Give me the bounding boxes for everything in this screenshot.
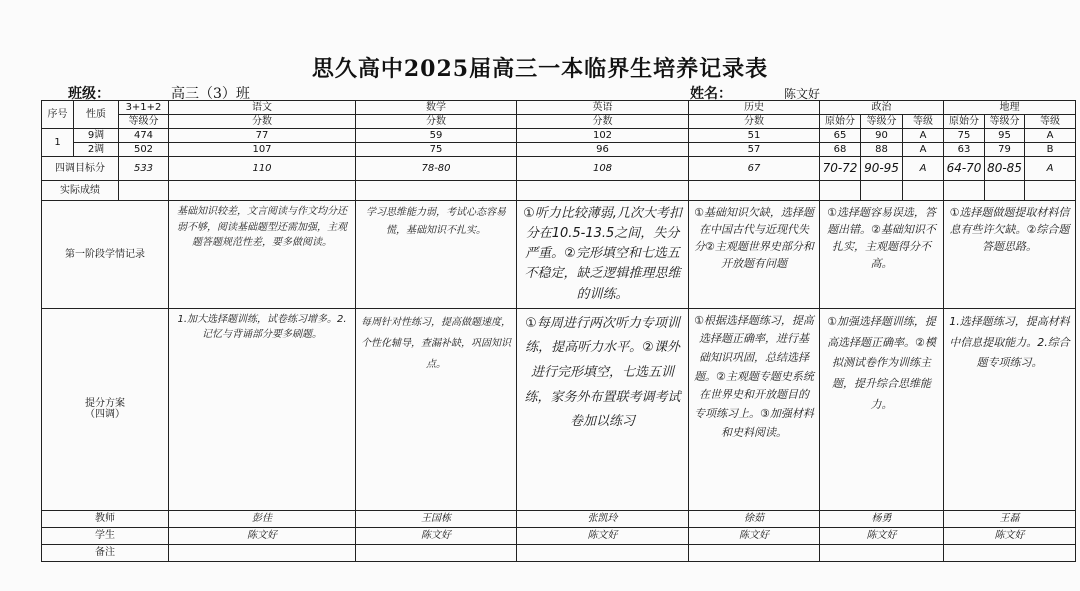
target-english: 108 <box>517 157 689 181</box>
target-pol-gs: 90-95 <box>861 157 903 181</box>
hdr-math-score: 分数 <box>356 115 517 129</box>
class-value: 高三（3）班 <box>171 86 250 102</box>
cell-total: 502 <box>119 143 169 157</box>
class-label: 班级： <box>68 86 110 102</box>
hdr-english-score: 分数 <box>517 115 689 129</box>
stage1-politics: ①选择题容易误选，答题出错。②基础知识不扎实，主观题得分不高。 <box>820 201 944 309</box>
hdr-geography: 地理 <box>944 101 1076 115</box>
teacher-sig-politics: 杨勇 <box>820 510 944 527</box>
hdr-pol-raw: 原始分 <box>820 115 861 129</box>
hdr-total: 3+1+2 <box>119 101 169 115</box>
hdr-politics: 政治 <box>820 101 944 115</box>
teacher-sig-geography: 王磊 <box>944 510 1076 527</box>
table-row <box>42 143 1076 157</box>
row-nature: 9调 <box>74 129 119 143</box>
cell-total: 474 <box>119 129 169 143</box>
hdr-geo-raw: 原始分 <box>944 115 985 129</box>
sheet-title: 思久高中2025届高三一本临界生培养记录表 <box>311 56 769 82</box>
plan-politics: ①加强选择题训练，提高选择题正确率。②模拟测试卷作为训练主题，提升综合思维能力。 <box>820 308 944 510</box>
teacher-sig-math: 王国栋 <box>356 510 517 527</box>
hdr-history: 历史 <box>689 101 820 115</box>
hdr-history-score: 分数 <box>689 115 820 129</box>
teacher-sig-english: 张凯玲 <box>517 510 689 527</box>
plan-label <box>42 308 169 510</box>
target-chinese: 110 <box>169 157 356 181</box>
cell-english: 96 <box>517 143 689 157</box>
header-row-2 <box>42 115 1076 129</box>
stage1-math: 学习思维能力弱，考试心态容易慌，基础知识不扎实。 <box>356 201 517 309</box>
name-value: 陈文好 <box>784 87 821 101</box>
remark-label: 备注 <box>42 544 169 561</box>
cell-pol-g: A <box>903 143 944 157</box>
plan-chinese: 1.加大选择题训练，试卷练习增多。2.记忆与背诵部分要多刷题。 <box>169 308 356 510</box>
cell-pol-raw: 65 <box>820 129 861 143</box>
target-total: 533 <box>119 157 169 181</box>
cell-geo-raw: 63 <box>944 143 985 157</box>
cell-pol-gs: 88 <box>861 143 903 157</box>
target-math: 78-80 <box>356 157 517 181</box>
stage1-label: 第一阶段学情记录 <box>42 201 169 309</box>
actual-row <box>42 181 1076 201</box>
target-geo-gs: 80-85 <box>985 157 1025 181</box>
cell-geo-g: A <box>1025 129 1076 143</box>
student-sig: 陈文好 <box>517 527 689 544</box>
student-sig: 陈文好 <box>356 527 517 544</box>
student-row <box>42 527 1076 544</box>
header-row-1 <box>42 101 1076 115</box>
hdr-math: 数学 <box>356 101 517 115</box>
cell-geo-raw: 75 <box>944 129 985 143</box>
target-history: 67 <box>689 157 820 181</box>
target-geo-g: A <box>1025 157 1076 181</box>
teacher-sig-history: 徐茹 <box>689 510 820 527</box>
cell-math: 59 <box>356 129 517 143</box>
stage1-english: ①听力比较薄弱,几次大考扣分在10.5-13.5之间，失分严重。②完形填空和七选五不稳定，缺乏逻辑推理思维的训练。 <box>517 201 689 309</box>
teacher-label: 教师 <box>42 510 169 527</box>
plan-label-main: 提分方案 <box>85 398 125 410</box>
stage1-history: ①基础知识欠缺，选择题在中国古代与近现代失分②主观题世界史部分和开放题有问题 <box>689 201 820 309</box>
name-label: 姓名： <box>690 86 732 102</box>
cell-math: 75 <box>356 143 517 157</box>
plan-geography: 1.选择题练习，提高材料中信息提取能力。2.综合题专项练习。 <box>944 308 1076 510</box>
stage1-row <box>42 201 1076 309</box>
student-sig: 陈文好 <box>944 527 1076 544</box>
cell-history: 57 <box>689 143 820 157</box>
hdr-geo-gs: 等级分 <box>985 115 1025 129</box>
cell-geo-gs: 79 <box>985 143 1025 157</box>
student-label: 学生 <box>42 527 169 544</box>
cell-geo-gs: 95 <box>985 129 1025 143</box>
row-nature: 2调 <box>74 143 119 157</box>
cell-geo-g: B <box>1025 143 1076 157</box>
student-sig: 陈文好 <box>689 527 820 544</box>
teacher-sig-chinese: 彭佳 <box>169 510 356 527</box>
table-row <box>42 129 1076 143</box>
hdr-pol-g: 等级 <box>903 115 944 129</box>
plan-history: ①根据选择题练习，提高选择题正确率，进行基础知识巩固，总结选择题。②主观题专题史系统在世界史和开放题目的专项练习上。③加强材料和史料阅读。 <box>689 308 820 510</box>
target-row <box>42 157 1076 181</box>
plan-row <box>42 308 1076 510</box>
target-pol-g: A <box>903 157 944 181</box>
student-sig: 陈文好 <box>169 527 356 544</box>
hdr-pol-gs: 等级分 <box>861 115 903 129</box>
student-sig: 陈文好 <box>820 527 944 544</box>
target-geo-raw: 64-70 <box>944 157 985 181</box>
cell-pol-g: A <box>903 129 944 143</box>
cell-chinese: 77 <box>169 129 356 143</box>
teacher-row <box>42 510 1076 527</box>
hdr-chinese-score: 分数 <box>169 115 356 129</box>
hdr-chinese: 语文 <box>169 101 356 115</box>
stage1-geography: ①选择题做题提取材料信息有些许欠缺。②综合题答题思路。 <box>944 201 1076 309</box>
hdr-english: 英语 <box>517 101 689 115</box>
hdr-no: 序号 <box>42 101 74 129</box>
hdr-geo-g: 等级 <box>1025 115 1076 129</box>
cell-pol-gs: 90 <box>861 129 903 143</box>
cell-chinese: 107 <box>169 143 356 157</box>
plan-english: ①每周进行两次听力专项训练，提高听力水平。②课外进行完形填空，七选五训练，家务外布置联考调考试卷加以练习 <box>517 308 689 510</box>
score-table <box>41 100 1076 562</box>
cell-pol-raw: 68 <box>820 143 861 157</box>
target-label: 四调目标分 <box>42 157 119 181</box>
hdr-total-sub: 等级分 <box>119 115 169 129</box>
plan-math: 每周针对性练习，提高做题速度，个性化辅导，查漏补缺，巩固知识点。 <box>356 308 517 510</box>
target-pol-raw: 70-72 <box>820 157 861 181</box>
plan-label-sub: （四调） <box>85 409 125 421</box>
stage1-chinese: 基础知识较差，文言阅读与作文均分还弱不够，阅读基础题型还需加强，主观题答题规范性差，要多做阅读。 <box>169 201 356 309</box>
hdr-nature: 性质 <box>74 101 119 129</box>
row-no: 1 <box>42 129 74 157</box>
actual-label: 实际成绩 <box>42 181 119 201</box>
cell-english: 102 <box>517 129 689 143</box>
cell-history: 51 <box>689 129 820 143</box>
remark-row <box>42 544 1076 561</box>
